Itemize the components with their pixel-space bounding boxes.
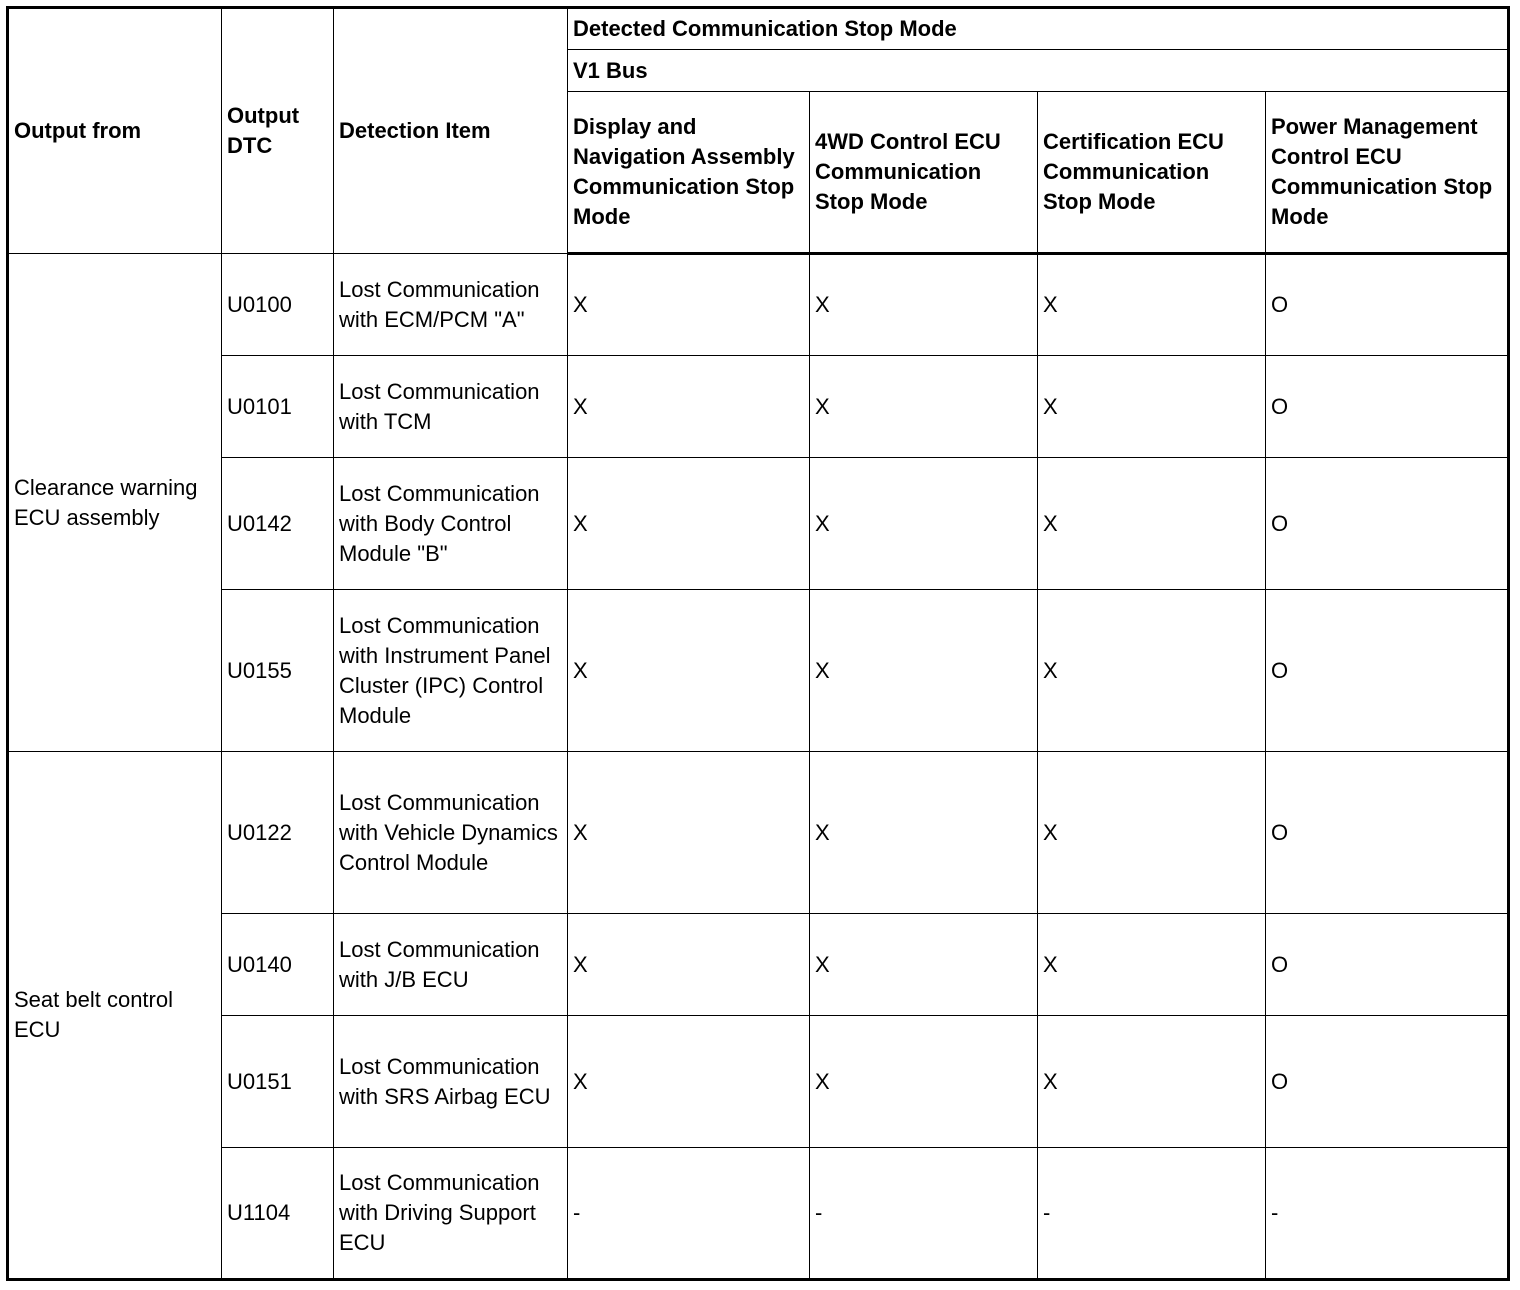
mode-value: X [810, 254, 1038, 356]
mode-value: X [1038, 752, 1266, 914]
dtc-code: U0101 [222, 356, 334, 458]
dtc-communication-stop-table [6, 6, 1510, 1281]
mode-value: X [568, 458, 810, 590]
mode-value: O [1266, 752, 1509, 914]
detection-item: Lost Communication with Vehicle Dynamics Control Module [334, 752, 568, 914]
header-col-display-navigation: Display and Navigation Assembly Communication Stop Mode [568, 92, 810, 254]
dtc-code: U0142 [222, 458, 334, 590]
mode-value: O [1266, 1016, 1509, 1148]
mode-value: - [568, 1148, 810, 1280]
header-output-dtc: Output DTC [222, 8, 334, 254]
mode-value: - [1038, 1148, 1266, 1280]
dtc-code: U0100 [222, 254, 334, 356]
header-output-from: Output from [8, 8, 222, 254]
mode-value: X [1038, 590, 1266, 752]
mode-value: X [568, 1016, 810, 1148]
mode-value: X [810, 914, 1038, 1016]
detection-item: Lost Communication with Body Control Module "B" [334, 458, 568, 590]
mode-value: X [568, 356, 810, 458]
mode-value: O [1266, 254, 1509, 356]
table-row [8, 1148, 1509, 1280]
header-detection-item: Detection Item [334, 8, 568, 254]
header-col-power-management-ecu: Power Management Control ECU Communication Stop Mode [1266, 92, 1509, 254]
mode-value: X [1038, 914, 1266, 1016]
detection-item: Lost Communication with TCM [334, 356, 568, 458]
table-row [8, 458, 1509, 590]
table-row [8, 254, 1509, 356]
header-col-certification-ecu: Certification ECU Communication Stop Mode [1038, 92, 1266, 254]
detection-item: Lost Communication with Driving Support ECU [334, 1148, 568, 1280]
table-row [8, 356, 1509, 458]
mode-value: O [1266, 590, 1509, 752]
table-row [8, 590, 1509, 752]
mode-value: X [810, 356, 1038, 458]
mode-value: X [1038, 254, 1266, 356]
dtc-code: U0151 [222, 1016, 334, 1148]
table-row [8, 752, 1509, 914]
mode-value: X [1038, 1016, 1266, 1148]
dtc-code: U0155 [222, 590, 334, 752]
mode-value: O [1266, 356, 1509, 458]
detection-item: Lost Communication with J/B ECU [334, 914, 568, 1016]
mode-value: X [1038, 356, 1266, 458]
group-output-from: Clearance warning ECU assembly [8, 254, 222, 752]
mode-value: X [568, 590, 810, 752]
mode-value: X [1038, 458, 1266, 590]
mode-value: X [810, 752, 1038, 914]
mode-value: - [1266, 1148, 1509, 1280]
dtc-code: U1104 [222, 1148, 334, 1280]
mode-value: X [810, 1016, 1038, 1148]
header-col-4wd-control-ecu: 4WD Control ECU Communication Stop Mode [810, 92, 1038, 254]
group-output-from: Seat belt control ECU [8, 752, 222, 1280]
dtc-code: U0140 [222, 914, 334, 1016]
mode-value: - [810, 1148, 1038, 1280]
mode-value: X [568, 752, 810, 914]
mode-value: O [1266, 458, 1509, 590]
mode-value: X [568, 914, 810, 1016]
header-detected-communication-stop-mode: Detected Communication Stop Mode [568, 8, 1509, 50]
detection-item: Lost Communication with ECM/PCM "A" [334, 254, 568, 356]
table-row [8, 914, 1509, 1016]
mode-value: X [810, 590, 1038, 752]
mode-value: X [810, 458, 1038, 590]
mode-value: O [1266, 914, 1509, 1016]
detection-item: Lost Communication with Instrument Panel Cluster (IPC) Control Module [334, 590, 568, 752]
table-row [8, 1016, 1509, 1148]
dtc-code: U0122 [222, 752, 334, 914]
detection-item: Lost Communication with SRS Airbag ECU [334, 1016, 568, 1148]
mode-value: X [568, 254, 810, 356]
header-v1-bus: V1 Bus [568, 50, 1509, 92]
